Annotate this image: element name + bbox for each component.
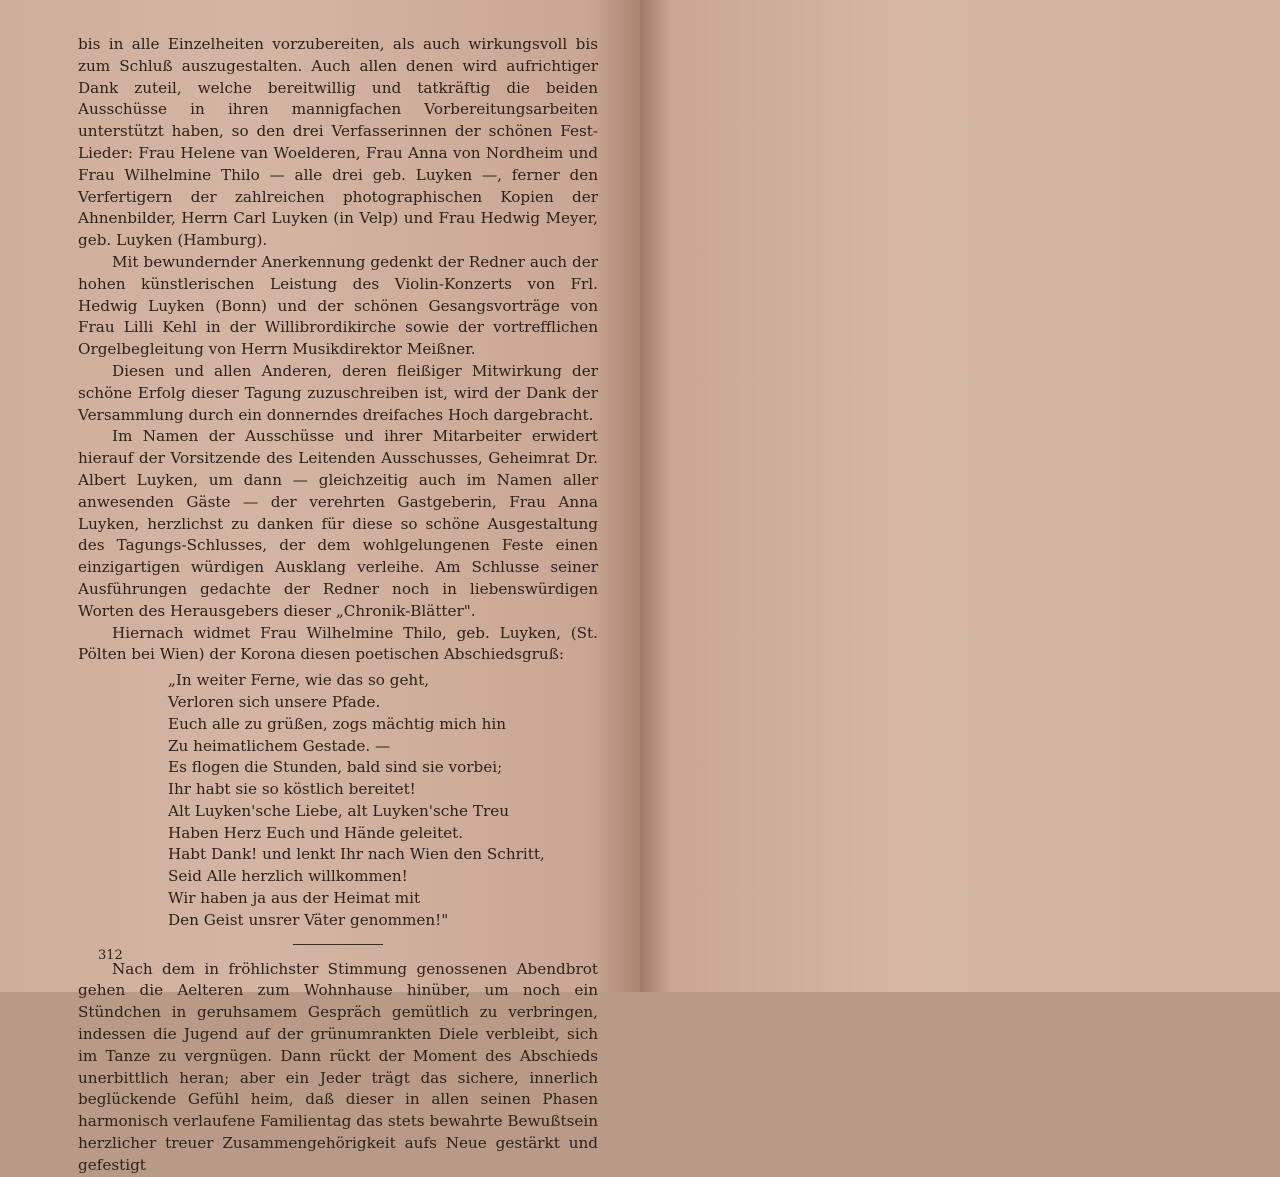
poem-line: Wir haben ja aus der Heimat mit — [168, 889, 421, 908]
page-number: 312 — [98, 948, 123, 963]
poem-line: Alt Luyken'sche Liebe, alt Luyken'sche Treu — [168, 801, 510, 820]
poem-line: Habt Dank! und lenkt Ihr nach Wien den Schritt, — [168, 845, 545, 864]
paragraph: Hiernach widmet Frau Wilhelmine Thilo, geb. Luyken, (St. Pölten bei Wien) der Korona diesen poetischen Abschiedsgruß: — [78, 623, 598, 664]
poem-line: Den Geist unsrer Väter genommen!" — [168, 910, 449, 929]
divider — [293, 944, 383, 945]
paragraph: bis in alle Einzelheiten vorzubereiten, als auch wirkungsvoll bis zum Schluß auszugestalten. Auch allen denen wird aufrichtiger Dank zuteil, welche bereitwillig und tatkräftig die beiden Ausschüsse in ihren mannigfachen Vorbereitungsarbeiten unterstützt haben, so den drei Verfasserinnen der schönen Fest-Lieder: Frau Helene van Woelderen, Frau Anna von Nordheim und Frau Wilhelmine Thilo — alle drei geb. Luyken —, ferner den Verfertigern der zahlreichen photographischen Kopien der Ahnenbilder, Herrn Carl Luyken (in Velp) und Frau Hedwig Meyer, geb. Luyken (Hamburg). — [78, 35, 598, 250]
poem-line: Haben Herz Euch und Hände geleitet. — [168, 823, 464, 842]
left-page-text — [78, 34, 598, 1177]
right-page — [640, 0, 1280, 992]
poem-line: Euch alle zu grüßen, zogs mächtig mich hin — [168, 714, 507, 733]
poem-line: Es flogen die Stunden, bald sind sie vorbei; — [168, 758, 503, 777]
poem-line: Ihr habt sie so köstlich bereitet! — [168, 780, 416, 799]
paragraph: Mit bewundernder Anerkennung gedenkt der Redner auch der hohen künstlerischen Leistung des Violin-Konzerts von Frl. Hedwig Luyken (Bonn) und der schönen Gesangsvorträge von Frau Lilli Kehl in der Willibrordikirche sowie der vortrefflichen Orgelbegleitung von Herrn Musikdirektor Meißner. — [78, 252, 598, 359]
poem-line: Zu heimatlichem Gestade. — — [168, 736, 391, 755]
paragraph: Im Namen der Ausschüsse und ihrer Mitarbeiter erwidert hierauf der Vorsitzende des Leitenden Ausschusses, Geheimrat Dr. Albert Luyken, um dann — gleichzeitig auch im Namen aller anwesenden Gäste — der verehrten Gastgeberin, Frau Anna Luyken, herzlichst zu danken für diese so schöne Ausgestaltung des Tagungs-Schlusses, der dem wohlgelungenen Feste einen einzigartigen würdigen Ausklang verleihe. Am Schlusse seiner Ausführungen gedachte der Redner noch in liebenswürdigen Worten des Herausgebers dieser „Chronik-Blätter". — [78, 427, 598, 620]
poem-line: Verloren sich unsere Pfade. — [168, 692, 381, 711]
paragraph: Diesen und allen Anderen, deren fleißiger Mitwirkung der schöne Erfolg dieser Tagung zuzuschreiben ist, wird der Dank der Versammlung durch ein donnerndes dreifaches Hoch dargebracht. — [78, 361, 598, 424]
paragraph: Nach dem in fröhlichster Stimmung genossenen Abendbrot gehen die Aelteren zum Wohnhause hinüber, um noch ein Stündchen in geruhsamem Gespräch gemütlich zu verbringen, indessen die Jugend auf der grünumrankten Diele verbleibt, sich im Tanze zu vergnügen. Dann rückt der Moment des Abschieds unerbittlich heran; aber ein Jeder trägt das sichere, innerlich beglückende Gefühl heim, daß dieser in allen seinen Phasen harmonisch verlaufene Familientag das stets bewahrte Bewußtsein herzlicher treuer Zusammengehörigkeit aufs Neue gestärkt und gefestigt — [78, 959, 598, 1174]
left-page — [0, 0, 640, 1174]
poem-line: Seid Alle herzlich willkommen! — [168, 867, 408, 886]
farewell-poem — [168, 670, 598, 932]
poem-line: „In weiter Ferne, wie das so geht, — [168, 671, 430, 690]
